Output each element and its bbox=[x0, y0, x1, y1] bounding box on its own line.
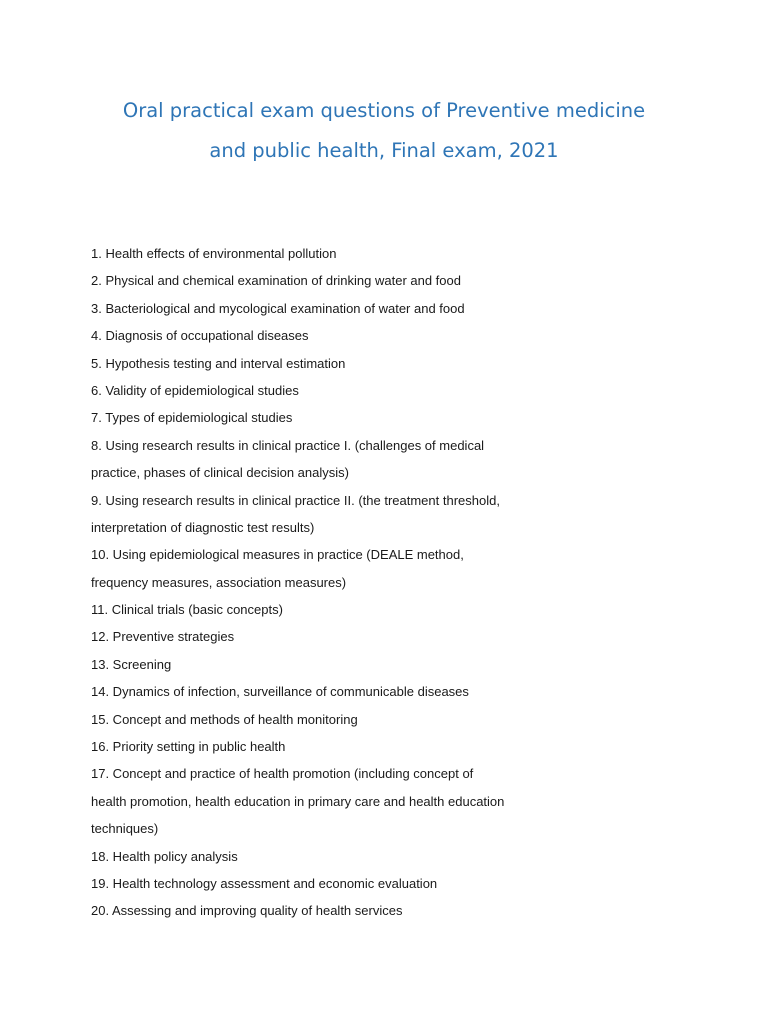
question-line: 2. Physical and chemical examination of drinking water and food bbox=[91, 273, 461, 289]
question-list bbox=[91, 240, 691, 925]
question-line: 9. Using research results in clinical practice II. (the treatment threshold, bbox=[91, 492, 500, 508]
question-line: 10. Using epidemiological measures in practice (DEALE method, bbox=[91, 547, 464, 563]
question-line: interpretation of diagnostic test results) bbox=[91, 519, 315, 535]
question-line: 16. Priority setting in public health bbox=[91, 739, 286, 755]
question-line: 1. Health effects of environmental pollution bbox=[91, 246, 337, 261]
question-line: 8. Using research results in clinical practice I. (challenges of medical bbox=[91, 437, 485, 453]
title-line-1: Oral practical exam questions of Preventive medicine bbox=[122, 99, 646, 122]
question-line: 20. Assessing and improving quality of health services bbox=[91, 903, 403, 919]
question-line: 18. Health policy analysis bbox=[91, 848, 238, 864]
question-line: 12. Preventive strategies bbox=[91, 629, 235, 645]
question-line: 6. Validity of epidemiological studies bbox=[91, 382, 299, 398]
document-title bbox=[60, 91, 708, 171]
question-line: 4. Diagnosis of occupational diseases bbox=[91, 328, 309, 344]
question-line: 5. Hypothesis testing and interval estimation bbox=[91, 355, 346, 371]
question-line: 19. Health technology assessment and economic evaluation bbox=[91, 875, 438, 891]
title-line-2: and public health, Final exam, 2021 bbox=[209, 139, 559, 162]
question-line: frequency measures, association measures) bbox=[91, 574, 347, 590]
question-line: 3. Bacteriological and mycological examination of water and food bbox=[91, 300, 465, 316]
question-line: 13. Screening bbox=[91, 656, 172, 672]
question-line: 15. Concept and methods of health monitoring bbox=[91, 711, 358, 727]
question-line: techniques) bbox=[91, 821, 159, 837]
question-line: 17. Concept and practice of health promotion (including concept of bbox=[91, 766, 474, 782]
question-line: practice, phases of clinical decision analysis) bbox=[91, 465, 349, 481]
question-line: 7. Types of epidemiological studies bbox=[91, 410, 293, 426]
question-line: 11. Clinical trials (basic concepts) bbox=[91, 602, 283, 618]
question-line: 14. Dynamics of infection, surveillance of communicable diseases bbox=[91, 684, 469, 700]
question-line: health promotion, health education in primary care and health education bbox=[91, 793, 505, 809]
